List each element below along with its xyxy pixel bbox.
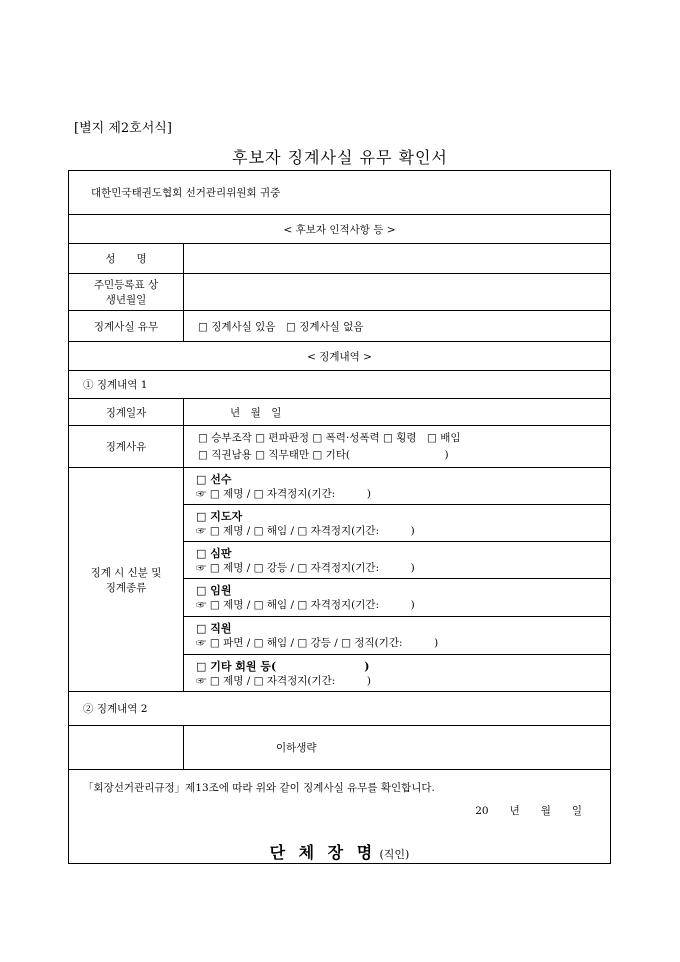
group-staff [184, 617, 610, 655]
birthdate-label-line1: 주민등록표 상 [93, 279, 159, 291]
group-referee [184, 542, 610, 579]
birthdate-field[interactable] [184, 274, 611, 311]
organization-head-name: 단 체 장 명 [269, 843, 377, 862]
name-field[interactable] [184, 244, 611, 274]
signature-line [83, 840, 596, 863]
discipline-date-label: 징계일자 [69, 399, 184, 426]
discipline-reason-options[interactable] [184, 426, 611, 468]
status-type-options [184, 468, 611, 692]
reason-options-line2[interactable]: □ 직권남용 □ 직무태만 □ 기타( ) [198, 448, 449, 461]
group-other-member-title[interactable]: □ 기타 회원 등( ) [196, 660, 370, 673]
reason-options-line1[interactable]: □ 승부조작 □ 편파판정 □ 폭력·성폭력 □ 횡령 □ 배임 [198, 431, 461, 444]
discipline-status-options[interactable]: □ 징계사실 있음 □ 징계사실 없음 [184, 311, 611, 342]
group-athlete [184, 468, 610, 505]
discipline-reason-label: 징계사유 [69, 426, 184, 468]
group-officer-options[interactable]: ☞ □ 제명 / □ 해임 / □ 자격정지(기간: ) [196, 599, 415, 611]
group-staff-title[interactable]: □ 직원 [196, 622, 232, 635]
document-title: 후보자 징계사실 유무 확인서 [232, 148, 448, 167]
group-referee-options[interactable]: ☞ □ 제명 / □ 강등 / □ 자격정지(기간: ) [196, 562, 415, 574]
form-label: [별지 제2호서식] [74, 121, 172, 136]
confirmation-form-table [68, 170, 611, 864]
section-personal-info: < 후보자 인적사항 등 > [69, 215, 611, 244]
status-type-label-line2: 징계종류 [105, 581, 147, 594]
group-coach-title[interactable]: □ 지도자 [196, 510, 243, 523]
confirmation-statement: 「회장선거관리규정」제13조에 따라 위와 같이 징계사실 유무를 확인합니다. [83, 782, 435, 794]
group-staff-options[interactable]: ☞ □ 파면 / □ 해임 / □ 강등 / □ 정직(기간: ) [196, 637, 439, 649]
group-athlete-title[interactable]: □ 선수 [196, 473, 232, 486]
status-and-type-label [69, 468, 184, 692]
group-athlete-options[interactable]: ☞ □ 제명 / □ 자격정지(기간: ) [196, 488, 371, 500]
confirmation-date[interactable]: 20 년 월 일 [475, 805, 582, 817]
group-officer [184, 579, 610, 617]
addressee: 대한민국태권도협회 선거관리위원회 귀중 [69, 171, 611, 215]
confirmation-block [69, 770, 611, 864]
omitted-note: 이하생략 [184, 726, 611, 770]
item-2-label-cell [69, 726, 184, 770]
discipline-date-field[interactable]: 년 월 일 [184, 399, 611, 426]
group-officer-title[interactable]: □ 임원 [196, 584, 232, 597]
official-seal-label: (직인) [379, 848, 410, 861]
section-discipline-history: < 징계내역 > [69, 342, 611, 371]
birthdate-label-line2: 생년월일 [105, 294, 147, 306]
discipline-status-label: 징계사실 유무 [69, 311, 184, 342]
discipline-item-2-heading: ② 징계내역 2 [69, 692, 611, 726]
discipline-item-1-heading: ① 징계내역 1 [69, 371, 611, 399]
group-other-member [184, 655, 610, 691]
group-coach [184, 505, 610, 542]
status-type-label-line1: 징계 시 신분 및 [90, 566, 162, 579]
name-label: 성 명 [69, 244, 184, 274]
group-referee-title[interactable]: □ 심판 [196, 547, 232, 560]
group-coach-options[interactable]: ☞ □ 제명 / □ 해임 / □ 자격정지(기간: ) [196, 525, 415, 537]
birthdate-label [69, 274, 184, 311]
group-other-member-options[interactable]: ☞ □ 제명 / □ 자격정지(기간: ) [196, 675, 371, 687]
